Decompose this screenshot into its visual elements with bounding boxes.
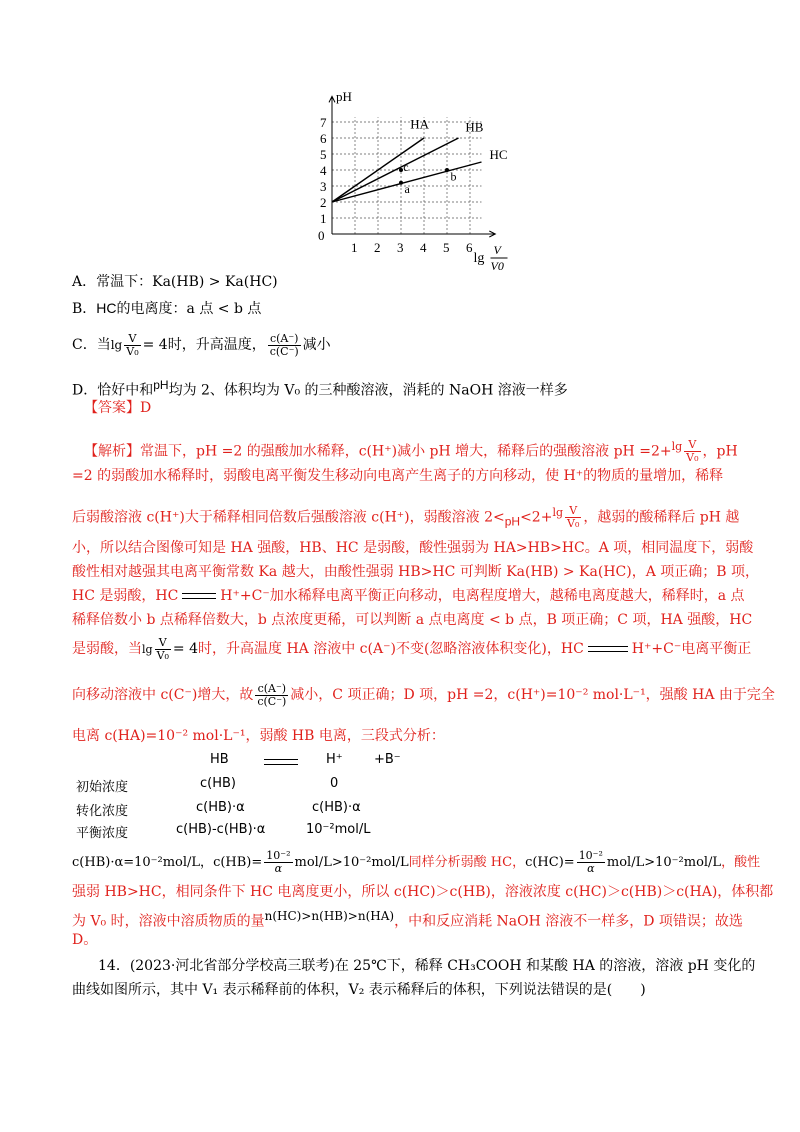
x-tick-label: 1 bbox=[351, 240, 358, 255]
fraction-denominator: V₀ bbox=[126, 344, 139, 358]
analysis-line-1 bbox=[84, 430, 738, 469]
point-label-c: c bbox=[403, 159, 409, 174]
table-cell: c(HB) bbox=[200, 776, 236, 791]
analysis-line-3 bbox=[72, 496, 740, 538]
analysis-text: HC 是弱酸，HC bbox=[72, 588, 179, 604]
x-tick-label: 2 bbox=[374, 240, 381, 255]
fraction-denominator: V₀ bbox=[156, 648, 169, 662]
analysis-line-10: 电离 c(HA)=10⁻² mol·L⁻¹，弱酸 HB 电离，三段式分析： bbox=[72, 728, 445, 744]
tail-line-3 bbox=[72, 906, 743, 932]
series-label-hb: HB bbox=[465, 119, 484, 135]
tail-line-2: 强弱 HB>HC，相同条件下 HC 电离度更小，所以 c(HC)＞c(HB)，溶液浓度 c(HC)＞c(HB)＞c(HA)，体积都 bbox=[72, 884, 774, 900]
tail-text: c(HB)= bbox=[213, 855, 263, 870]
analysis-text: 减小，C 项正确；D 项，pH =2，c(H⁺)=10⁻² mol·L⁻¹，强酸 HA 由于完全 bbox=[290, 687, 775, 703]
equilibrium-arrow-icon bbox=[588, 644, 628, 654]
option-b-prefix: B． bbox=[72, 301, 97, 317]
tail-text: mol/L>10⁻²mol/L bbox=[294, 855, 409, 870]
lg-symbol: lg bbox=[110, 338, 123, 352]
option-b-text: 的电离度：a 点 < b 点 bbox=[116, 301, 262, 317]
option-c-prefix: C．当 bbox=[72, 337, 111, 353]
x-tick-label: 5 bbox=[443, 240, 450, 255]
chart-grid bbox=[332, 117, 482, 234]
origin-label: 0 bbox=[318, 228, 325, 243]
x-tick-label: 4 bbox=[420, 240, 427, 255]
analysis-text: 时，升高温度 HA 溶液中 c(A⁻)不变(忽略溶液体积变化)，HC bbox=[198, 641, 584, 657]
analysis-line-8 bbox=[72, 632, 752, 667]
option-c-mid: 时，升高温度， bbox=[167, 337, 266, 353]
analysis-text: ，pH bbox=[702, 443, 738, 460]
option-d-symbol: pH bbox=[153, 378, 169, 392]
option-c bbox=[72, 328, 730, 362]
tail-text: c(HB)·α=10⁻²mol/L， bbox=[72, 855, 214, 870]
tail-line-4: D。 bbox=[72, 932, 98, 948]
v-over-v0-fraction bbox=[155, 637, 171, 662]
analysis-text: H⁺+C⁻加水稀释电离平衡正向移动，电离程度增大，越稀电离度越大，稀释时，a 点 bbox=[220, 588, 745, 604]
table-cell: c(HB)·α bbox=[196, 800, 245, 815]
table-row-label: 平衡浓度 bbox=[76, 826, 129, 841]
fraction-denominator: α bbox=[587, 862, 595, 875]
fraction-numerator: V bbox=[565, 505, 581, 518]
fraction-numerator: 10⁻² bbox=[578, 849, 603, 862]
option-c-suffix: 减小 bbox=[302, 337, 331, 353]
option-d bbox=[72, 375, 730, 401]
fraction-numerator: c(A⁻) bbox=[255, 683, 288, 696]
y-axis-label: pH bbox=[336, 89, 352, 105]
analysis-line-5: 酸性相对越强其电离平衡常数 Ka 越大，由酸性强弱 HB>HC 可判断 Ka(HB) > Ka(HC)，A 项正确；B 项， bbox=[72, 564, 760, 580]
table-row-label: 转化浓度 bbox=[76, 804, 129, 819]
analysis-text: 【解析】常温下，pH =2 的强酸加水稀释，c(H⁺)减小 pH 增大，稀释后的强酸溶液 pH =2+ bbox=[84, 443, 672, 460]
table-row-label: 初始浓度 bbox=[76, 780, 129, 795]
fraction-denominator: c(C⁻) bbox=[269, 344, 299, 358]
series-label-ha: HA bbox=[410, 116, 429, 132]
y-tick-label: 3 bbox=[320, 179, 327, 194]
analysis-text: 是弱酸，当 bbox=[72, 641, 142, 657]
option-a: A．常温下：Ka(HB) > Ka(HC) bbox=[72, 274, 278, 290]
option-b-symbol: HC bbox=[96, 300, 117, 316]
table-cell: 0 bbox=[330, 776, 339, 791]
series-label-hc: HC bbox=[489, 146, 508, 162]
v-over-v0-fraction bbox=[124, 333, 140, 358]
tail-text: mol/L>10⁻²mol/L bbox=[606, 855, 722, 870]
y-tick-label: 6 bbox=[320, 131, 327, 146]
point-label-a: a bbox=[404, 182, 410, 197]
table-cell: c(HB)·α bbox=[312, 800, 361, 815]
equilibrium-arrow-icon bbox=[264, 757, 298, 767]
x-axis-label bbox=[474, 243, 508, 273]
ca-over-cc-fraction bbox=[255, 683, 288, 708]
y-tick-label: 4 bbox=[320, 163, 327, 178]
inverse-alpha-fraction bbox=[264, 850, 292, 875]
analysis-text: 向移动溶液中 c(C⁻)增大，故 bbox=[72, 687, 254, 703]
table-cell: 10⁻²mol/L bbox=[306, 822, 371, 837]
x-tick-label: 3 bbox=[397, 240, 404, 255]
tail-text: n(HC)>n(HB)>n(HA) bbox=[264, 909, 395, 923]
y-tick-label: 2 bbox=[320, 195, 327, 210]
analysis-line-7: 稀释倍数小 b 点稀释倍数大，b 点浓度更稀，可以判断 a 点电离度 < b 点，B 项正确；C 项，HA 强酸，HC bbox=[72, 612, 753, 628]
point-b bbox=[445, 168, 449, 172]
x-axis-label-num: V bbox=[493, 243, 501, 257]
tail-text: 同样分析弱酸 HC， bbox=[408, 855, 526, 870]
inverse-alpha-fraction bbox=[577, 850, 605, 875]
point-label-b: b bbox=[450, 169, 457, 184]
analysis-line-6 bbox=[72, 586, 745, 606]
analysis-line-4: 小，所以结合图像可知是 HA 强酸，HB、HC 是弱酸，酸性强弱为 HA>HB>HC。A 项，相同温度下，弱酸 bbox=[72, 540, 754, 556]
analysis-text: <2+ bbox=[520, 509, 553, 526]
v-over-v0-fraction bbox=[565, 505, 581, 530]
equals-four: = 4 bbox=[172, 641, 199, 657]
point-a bbox=[399, 181, 403, 185]
option-b bbox=[72, 298, 730, 319]
lg-symbol: lg bbox=[671, 440, 683, 453]
y-tick-label: 7 bbox=[320, 115, 327, 130]
fraction-numerator: V bbox=[684, 439, 700, 452]
tail-text: ，中和反应消耗 NaOH 溶液不一样多，D 项错误；故选 bbox=[394, 913, 743, 930]
option-d-text: 均为 2、体积均为 V₀ 的三种酸溶液，消耗的 NaOH 溶液一样多 bbox=[168, 382, 568, 399]
analysis-ph: pH bbox=[504, 514, 521, 529]
fraction-numerator: 10⁻² bbox=[266, 849, 291, 862]
y-tick-label: 1 bbox=[320, 211, 327, 226]
chart-labels bbox=[403, 116, 507, 196]
series-line-hb bbox=[332, 138, 459, 202]
table-header-hb: HB bbox=[210, 752, 229, 767]
answer: 【答案】D bbox=[84, 400, 152, 416]
table-header-h: H⁺ bbox=[326, 752, 343, 767]
tail-text: c(HC)= bbox=[525, 855, 575, 870]
table-cell: c(HB)-c(HB)·α bbox=[176, 822, 266, 837]
analysis-text: ，越弱的酸稀释后 pH 越 bbox=[583, 509, 740, 526]
fraction-numerator: V bbox=[155, 637, 171, 650]
question-14-line-2: 曲线如图所示，其中 V₁ 表示稀释前的体积，V₂ 表示稀释后的体积，下列说法错误的是( ) bbox=[72, 982, 646, 998]
fraction-denominator: V₀ bbox=[567, 517, 580, 531]
question-14-line-1: 14．(2023·河北省部分学校高三联考)在 25℃下，稀释 CH₃COOH 和某酸 HA 的溶液，溶液 pH 变化的 bbox=[98, 958, 756, 974]
fraction-numerator: V bbox=[124, 333, 140, 346]
lg-symbol: lg bbox=[142, 643, 153, 656]
fraction-denominator: c(C⁻) bbox=[257, 694, 287, 708]
analysis-text: 后弱酸溶液 c(H⁺)大于稀释相同倍数后强酸溶液 c(H⁺)，弱酸溶液 2< bbox=[72, 509, 505, 526]
x-axis-label-lg: lg bbox=[473, 251, 485, 266]
y-tick-label: 5 bbox=[320, 147, 327, 162]
equilibrium-arrow-icon bbox=[182, 591, 216, 601]
fraction-denominator: α bbox=[274, 862, 283, 875]
equals-four: = 4 bbox=[142, 337, 168, 353]
fraction-denominator: V₀ bbox=[686, 451, 699, 465]
option-d-prefix: D．恰好中和 bbox=[72, 382, 154, 399]
tail-text: 为 V₀ 时，溶液中溶质物质的量 bbox=[72, 913, 265, 930]
table-header-b: +B⁻ bbox=[374, 752, 401, 767]
lg-symbol: lg bbox=[552, 506, 563, 519]
ph-dilution-chart bbox=[310, 88, 570, 273]
x-axis-label-den: V0 bbox=[490, 259, 504, 273]
tail-line-1 bbox=[72, 846, 761, 880]
analysis-line-9 bbox=[72, 676, 775, 714]
x-tick-label: 6 bbox=[466, 240, 473, 255]
analysis-text: H⁺+C⁻电离平衡正 bbox=[631, 641, 752, 657]
ca-over-cc-fraction bbox=[268, 333, 301, 358]
analysis-line-2: =2 的弱酸加水稀释时，弱酸电离平衡发生移动向电离产生离子的方向移动，使 H⁺的物质的量增加，稀释 bbox=[72, 468, 724, 484]
v-over-v0-fraction bbox=[684, 439, 700, 464]
fraction-numerator: c(A⁻) bbox=[268, 333, 301, 346]
tail-text: ，酸性 bbox=[721, 855, 761, 870]
